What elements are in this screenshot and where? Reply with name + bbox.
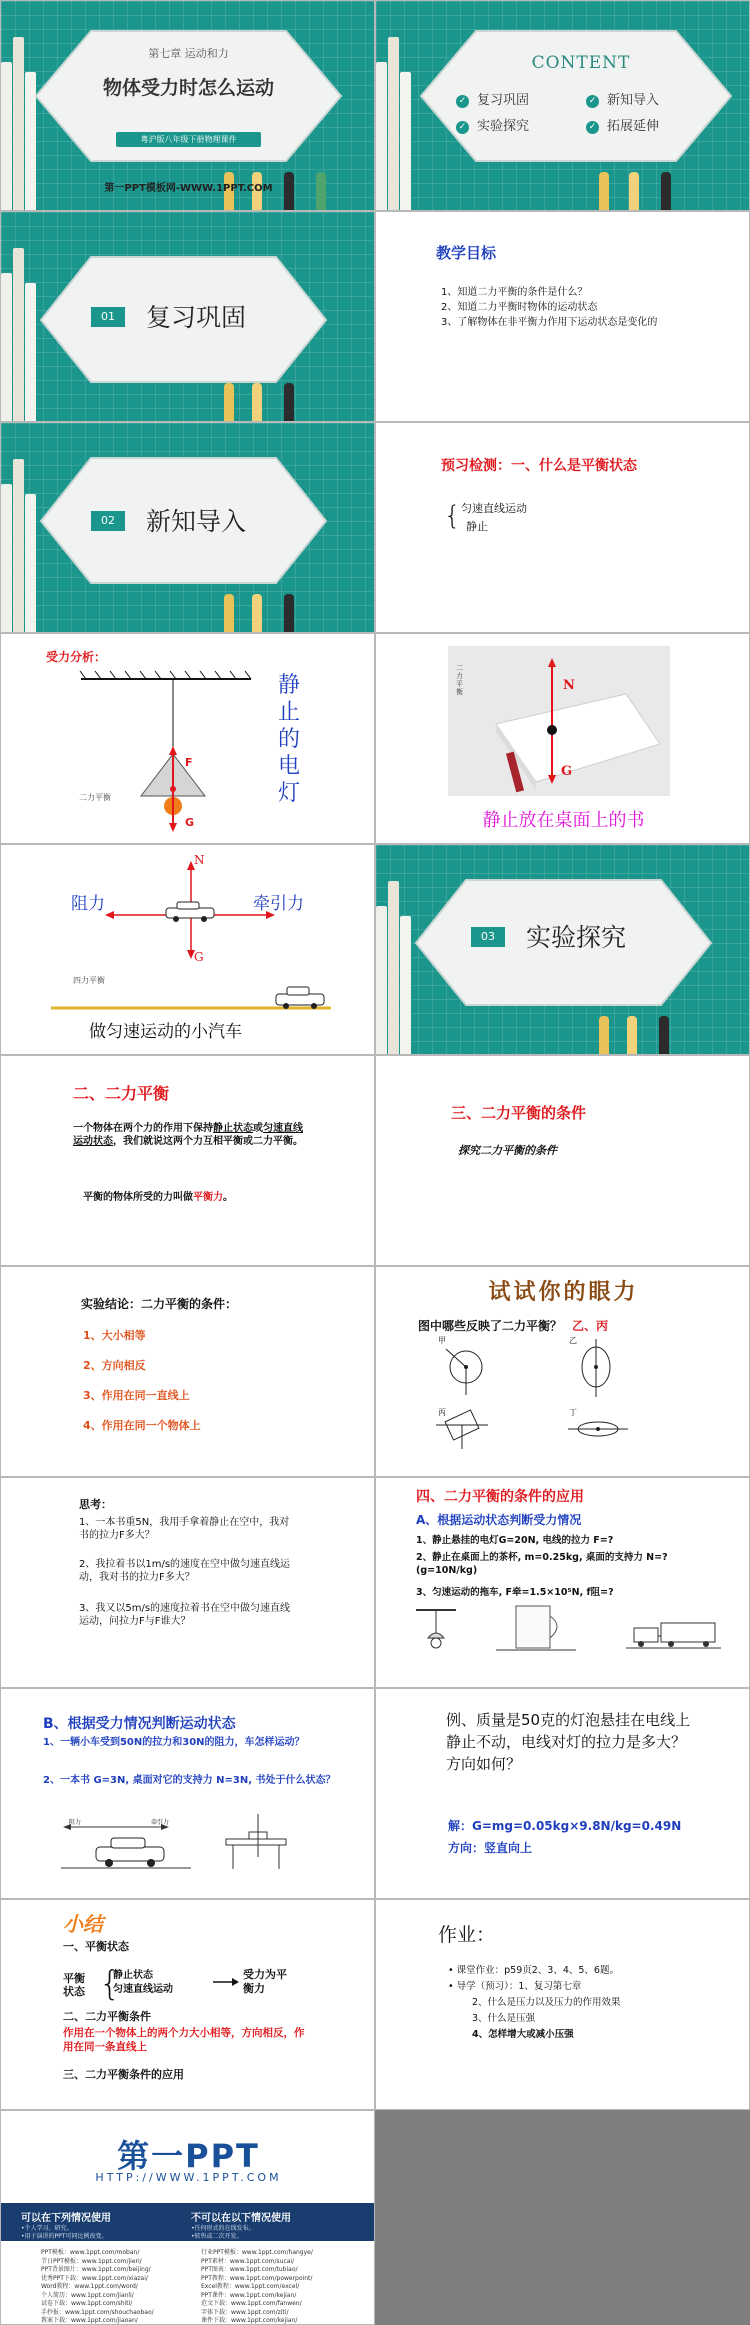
check-icon: ✓ [586,95,599,108]
brace-symbol: { [444,501,461,531]
thinking-question: 3、我又以5m/s的速度拉着书在空中做匀速直线运动，问拉力F与F谁大？ [79,1603,291,1627]
thinking-heading: 思考： [79,1498,112,1511]
eye-test-title: 试试你的眼力 [488,1279,639,1305]
section-title: 实验探究 [526,923,627,952]
resistance-label: 阻力 [71,894,105,914]
summary-title: 小结 [63,1912,103,1936]
slide-force-car[interactable] [0,844,375,1055]
ppt-link[interactable]: Word教程：www.1ppt.com/word/ [41,2283,138,2290]
example-question: 例、质量是50克的灯泡悬挂在电线上静止不动，电线对灯的拉力是多大？方向如何？ [446,1711,691,1773]
force-f-label: F [185,756,193,769]
section-number: 03 [471,927,505,947]
check-icon: ✓ [456,95,469,108]
homework-subitem: 4、怎样增大或减小压强 [472,2029,574,2040]
force-analysis-label: 受力分析： [46,650,107,664]
slide-application-b[interactable] [0,1688,375,1899]
objective-item: 1、知道二力平衡的条件是什么？ [441,287,588,298]
application-images [376,1478,750,1688]
slide-force-book[interactable] [375,633,750,844]
slide-section-02[interactable] [0,422,375,633]
check-icon: ✓ [586,121,599,134]
ppt-link[interactable]: PPT模板：www.1ppt.com/moban/ [41,2249,140,2256]
thinking-question: 1、一本书重5N，我用手拿着静止在空中，我对书的拉力F多大？ [79,1517,290,1541]
summary-state-item: 匀速直线运动 [113,1984,173,1995]
summary-heading: 一、平衡状态 [63,1940,129,1953]
section-title: 复习巩固 [146,303,247,332]
usage-allowed-text: •个人学习、研究。 [21,2225,73,2232]
balance-small-label: 四力平衡 [73,976,105,985]
balance-force-note: 平衡的物体所受的力叫做平衡力。 [83,1192,233,1203]
static-lamp-label: 静止的电灯 [278,673,301,806]
pencils-decoration [224,381,344,421]
traction-label: 牵引力 [253,894,304,914]
usage-forbidden-heading: 不可以在以下情况使用 [191,2213,291,2224]
summary-arrow [1,1900,375,2110]
slide-eye-test[interactable] [375,1266,750,1477]
diagram-label: 丁 [569,1408,577,1417]
summary-heading: 三、二力平衡条件的应用 [63,2068,184,2081]
state-item: 静止 [466,520,488,533]
ppt-link[interactable]: 教案下载：www.1ppt.com/jiaoan/ [41,2317,138,2324]
homework-item: • 导学（预习）：1、复习第七章 [448,1981,582,1992]
application-sub: A、根据运动状态判断受力情况 [416,1513,582,1527]
conclusion-item: 4、作用在同一个物体上 [83,1419,201,1432]
content-item-1[interactable]: ✓ 复习巩固 [456,89,529,108]
application-b-question: 2、一本书 G=3N, 桌面对它的支持力 N=3N, 书处于什么状态？ [43,1775,336,1786]
balance-small-label: 二力平衡 [456,664,463,696]
ppt-link[interactable]: PPT教程：www.1ppt.com/powerpoint/ [201,2274,313,2282]
pencils-decoration [599,170,719,210]
conditions-heading: 三、二力平衡的条件 [451,1104,587,1122]
section-title: 新知导入 [146,507,247,536]
conditions-sub: 探究二力平衡的条件 [458,1144,557,1157]
slide-cover[interactable] [0,0,375,211]
force-n-label: N [194,853,205,867]
cover-band: 粤沪版八年级下册物理课件 [116,132,261,147]
homework-subitem: 3、什么是压强 [472,2013,536,2024]
summary-result: 受力为平衡力 [243,1968,287,1995]
application-heading: 四、二力平衡的条件的应用 [416,1489,584,1505]
summary-heading: 二、二力平衡条件 [63,2010,151,2023]
ppt-link[interactable]: 试卷下载：www.1ppt.com/shiti/ [41,2300,133,2307]
section-number: 02 [91,511,125,531]
force-g-label: G [561,764,573,779]
cover-footer: 第一PPT模板网-WWW.1PPT.COM [104,183,273,194]
slide-content[interactable] [375,0,750,211]
conclusion-item: 1、大小相等 [83,1329,146,1342]
usage-forbidden-text: •转售或二次开发。 [191,2233,243,2240]
conclusion-item: 2、方向相反 [83,1359,146,1372]
slide-thinking[interactable] [0,1477,375,1688]
pencils-decoration [224,592,344,632]
example-direction: 方向：竖直向上 [448,1841,533,1855]
state-item: 匀速直线运动 [461,502,527,515]
preview-heading: 预习检测：一、什么是平衡状态 [441,458,637,474]
application-b-question: 1、一辆小车受到50N的拉力和30N的阻力，车怎样运动？ [43,1737,305,1748]
ppt-link[interactable]: PPT背景图片：www.1ppt.com/beijing/ [41,2266,151,2273]
cover-title: 物体受力时怎么运动 [102,77,274,99]
brace-symbol: { [99,1964,121,2004]
ppt-link[interactable]: 个人简历：www.1ppt.com/jianli/ [41,2291,134,2299]
diagram-label: 甲 [438,1336,446,1345]
empty-cell [375,2110,750,2325]
slide-section-03[interactable] [375,844,750,1055]
traction-small-label: 牵引力 [151,1819,170,1826]
application-question: 1、静止悬挂的电灯G=20N, 电线的拉力 F=? [416,1535,614,1546]
eye-test-question: 图中哪些反映了二力平衡？ 乙、丙 [418,1319,609,1333]
slide-ppt-footer[interactable] [0,2110,375,2325]
ppt-link[interactable]: 节日PPT模板：www.1ppt.com/jieri/ [41,2257,142,2265]
pencils-decoration [599,1014,719,1054]
summary-condition: 作用在一个物体上的两个力大小相等，方向相反，作用在同一条直线上 [63,2027,305,2053]
ppt-link[interactable]: 字体下载：www.1ppt.com/ziti/ [201,2308,289,2316]
ppt-link[interactable]: PPT课件：www.1ppt.com/kejian/ [201,2291,297,2299]
resistance-small-label: 阻力 [69,1819,82,1826]
balance-definition: 一个物体在两个力的作用下保持静止状态或匀速直线运动状态，我们就说这两个力互相平衡或二力平衡。 [73,1123,303,1147]
homework-subitem: 2、什么是压力以及压力的作用效果 [472,1997,621,2008]
slide-example[interactable] [375,1688,750,1899]
ppt-links-right [201,2249,313,2325]
homework-item: • 课堂作业：p59页2、3、4、5、6题。 [448,1965,619,1976]
slide-summary[interactable] [0,1899,375,2110]
application-b-heading: B、根据受力情况判断运动状态 [43,1716,236,1732]
ppt-link[interactable]: PPT图表：www.1ppt.com/tubiao/ [201,2266,298,2273]
objectives-list [441,287,731,332]
application-question: 3、匀速运动的拖车, F牵=1.5×10⁵N, f阻=? [416,1587,614,1598]
slide-objectives[interactable] [375,211,750,422]
lamp-diagram [1,634,375,844]
slide-two-force-balance[interactable] [0,1055,375,1266]
balance-small-label: 二力平衡 [79,793,111,802]
force-n-label: N [563,678,575,693]
ppt-links-left [41,2249,154,2325]
ppt-link[interactable]: 范文下载：www.1ppt.com/fanwen/ [201,2300,302,2307]
thinking-question: 2、我拉着书以1m/s的速度在空中做匀速直线运动，我对书的拉力F多大？ [79,1559,291,1583]
chapter-label: 第七章 运动和力 [148,47,229,60]
force-g-label: G [194,950,204,964]
ppt-logo: 第一PPT [117,2137,260,2175]
slide-homework[interactable] [375,1899,750,2110]
usage-forbidden-text: •任何形式的在线发布。 [191,2225,255,2232]
slide-application-a[interactable] [375,1477,750,1688]
objective-item: 2、知道二力平衡时物体的运动状态 [441,302,598,313]
ppt-link[interactable]: 手抄报：www.1ppt.com/shouchaobao/ [41,2308,154,2316]
usage-allowed-text: •用于演讲的PPT可同比例改变。 [21,2233,108,2240]
objective-item: 3、了解物体在非平衡力作用下运动状态是变化的 [441,317,658,328]
ppt-link[interactable]: 课件下载：www.1ppt.com/kejian/ [201,2317,298,2324]
content-item-2[interactable]: ✓ 新知导入 [586,89,659,108]
homework-title: 作业： [438,1924,496,1946]
slide-balance-conditions[interactable] [375,1055,750,1266]
ppt-link[interactable]: Excel教程：www.1ppt.com/excel/ [201,2283,300,2290]
slide-preview-check[interactable] [375,422,750,633]
slide-force-lamp[interactable] [0,633,375,844]
ppt-link[interactable]: 优秀PPT下载：www.1ppt.com/xiazai/ [41,2274,148,2282]
summary-state-label: 平衡状态 [63,1972,85,1998]
slide-section-01[interactable] [0,211,375,422]
conclusion-heading: 实验结论：二力平衡的条件： [81,1297,238,1311]
force-g-label: G [185,816,195,829]
application-b-images [1,1689,375,1899]
application-question: 2、静止在桌面上的茶杯, m=0.25kg, 桌面的支持力 N=?(g=10N/kg) [416,1552,668,1576]
content-title: CONTENT [531,53,631,73]
conclusion-item: 3、作用在同一直线上 [83,1389,190,1402]
car-caption: 做匀速运动的小汽车 [89,1022,242,1042]
balance-heading: 二、二力平衡 [73,1084,170,1103]
content-item-3[interactable]: ✓ 实验探究 [456,115,529,134]
ppt-link[interactable]: 行业PPT模板：www.1ppt.com/hangye/ [201,2249,313,2256]
check-icon: ✓ [456,121,469,134]
book-caption: 静止放在桌面上的书 [482,810,645,831]
diagram-label: 丙 [438,1408,446,1417]
section-number: 01 [91,307,125,327]
force-diagrams [376,1267,750,1477]
summary-state-item: 静止状态 [113,1970,153,1981]
ppt-url[interactable]: HTTP://WWW.1PPT.COM [95,2171,282,2184]
content-item-4[interactable]: ✓ 拓展延伸 [586,115,659,134]
usage-allowed-heading: 可以在下列情况使用 [21,2213,111,2224]
diagram-label: 乙 [569,1336,577,1345]
ppt-link[interactable]: PPT素材：www.1ppt.com/sucai/ [201,2257,295,2265]
slide-experiment-conclusion[interactable] [0,1266,375,1477]
example-answer: 解：G=mg=0.05kg×9.8N/kg=0.49N [448,1819,682,1833]
objectives-heading: 教学目标 [436,244,497,262]
